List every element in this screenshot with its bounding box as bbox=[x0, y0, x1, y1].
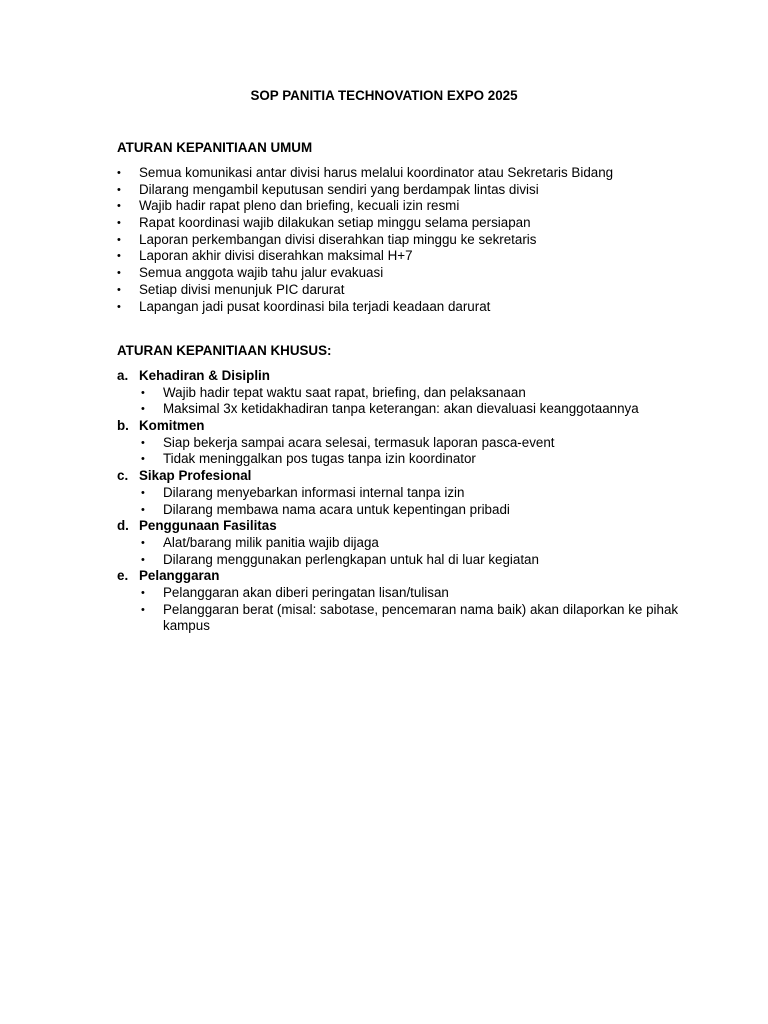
list-item bbox=[117, 165, 677, 182]
bullet-icon: • bbox=[141, 587, 145, 600]
bullet-icon: • bbox=[141, 553, 145, 566]
list-item-text: Wajib hadir tepat waktu saat rapat, briefing, dan pelaksanaan bbox=[163, 384, 526, 400]
subsection-list bbox=[117, 485, 687, 518]
subsection-title: Komitmen bbox=[139, 418, 205, 434]
list-item-text: Lapangan jadi pusat koordinasi bila terjadi keadaan darurat bbox=[139, 298, 491, 314]
section-letter: b. bbox=[117, 418, 129, 434]
aturan-umum-list bbox=[117, 165, 677, 315]
list-item-text: Wajib hadir rapat pleno dan briefing, kecuali izin resmi bbox=[139, 198, 460, 214]
bullet-icon: • bbox=[141, 386, 145, 399]
bullet-icon: • bbox=[117, 250, 121, 263]
bullet-icon: • bbox=[141, 503, 145, 516]
subsection-heading bbox=[117, 418, 687, 435]
list-item-text: Tidak meninggalkan pos tugas tanpa izin koordinator bbox=[163, 451, 476, 467]
list-item bbox=[117, 248, 677, 265]
list-item bbox=[117, 385, 687, 402]
list-item bbox=[117, 435, 687, 452]
subsection-heading bbox=[117, 368, 687, 385]
list-item-text: Siap bekerja sampai acara selesai, termasuk laporan pasca-event bbox=[163, 434, 555, 450]
section-heading-aturan-umum: ATURAN KEPANITIAAN UMUM bbox=[117, 140, 313, 155]
bullet-icon: • bbox=[141, 486, 145, 499]
subsection-list bbox=[117, 585, 687, 635]
subsection-list bbox=[117, 385, 687, 418]
list-item bbox=[117, 282, 677, 299]
bullet-icon: • bbox=[141, 603, 145, 616]
list-item bbox=[117, 602, 687, 635]
subsection-list bbox=[117, 435, 687, 468]
list-item bbox=[117, 182, 677, 199]
list-item-text: Dilarang mengambil keputusan sendiri yang berdampak lintas divisi bbox=[139, 181, 539, 197]
bullet-icon: • bbox=[141, 403, 145, 416]
list-item-text: Setiap divisi menunjuk PIC darurat bbox=[139, 281, 345, 297]
list-item bbox=[117, 215, 677, 232]
list-item-text: Rapat koordinasi wajib dilakukan setiap minggu selama persiapan bbox=[139, 215, 531, 231]
section-letter: a. bbox=[117, 368, 129, 383]
bullet-icon: • bbox=[117, 233, 121, 246]
list-item-text: Semua anggota wajib tahu jalur evakuasi bbox=[139, 265, 384, 281]
subsection-heading bbox=[117, 568, 687, 585]
list-item-text: Maksimal 3x ketidakhadiran tanpa keterangan: akan dievaluasi keanggotaannya bbox=[163, 401, 639, 417]
list-item bbox=[117, 198, 677, 215]
bullet-icon: • bbox=[117, 167, 121, 179]
section-sikap-profesional bbox=[117, 468, 687, 518]
section-kehadiran-disiplin bbox=[117, 368, 687, 418]
list-item bbox=[117, 299, 677, 316]
bullet-icon: • bbox=[117, 300, 121, 313]
bullet-icon: • bbox=[117, 217, 121, 230]
bullet-icon: • bbox=[117, 200, 121, 213]
list-item bbox=[117, 451, 687, 468]
list-item-text: Dilarang menyebarkan informasi internal tanpa izin bbox=[163, 484, 465, 500]
section-pelanggaran bbox=[117, 568, 687, 635]
section-letter: c. bbox=[117, 468, 129, 484]
bullet-icon: • bbox=[141, 436, 145, 449]
list-item-text: Laporan perkembangan divisi diserahkan tiap minggu ke sekretaris bbox=[139, 231, 537, 247]
section-heading-aturan-khusus: ATURAN KEPANITIAAN KHUSUS: bbox=[117, 343, 332, 358]
list-item-text: Semua komunikasi antar divisi harus melalui koordinator atau Sekretaris Bidang bbox=[139, 165, 614, 180]
list-item bbox=[117, 585, 687, 602]
subsection-heading bbox=[117, 518, 687, 535]
bullet-icon: • bbox=[141, 453, 145, 466]
list-item bbox=[117, 502, 687, 519]
list-item-text: Dilarang membawa nama acara untuk kepentingan pribadi bbox=[163, 501, 510, 517]
list-item bbox=[117, 485, 687, 502]
list-item-text: Pelanggaran berat (misal: sabotase, pencemaran nama baik) akan dilaporkan ke pihak kampus bbox=[163, 601, 679, 634]
section-letter: d. bbox=[117, 518, 129, 534]
list-item bbox=[117, 265, 677, 282]
document-title: SOP PANITIA TECHNOVATION EXPO 2025 bbox=[250, 88, 518, 103]
bullet-icon: • bbox=[117, 267, 121, 280]
subsection-title: Penggunaan Fasilitas bbox=[139, 518, 277, 534]
list-item bbox=[117, 552, 687, 569]
bullet-icon: • bbox=[141, 536, 145, 549]
list-item bbox=[117, 232, 677, 249]
section-penggunaan-fasilitas bbox=[117, 518, 687, 568]
subsection-title: Pelanggaran bbox=[139, 568, 220, 584]
list-item bbox=[117, 401, 687, 418]
list-item-text: Alat/barang milik panitia wajib dijaga bbox=[163, 534, 379, 550]
aturan-khusus-list bbox=[117, 368, 687, 635]
bullet-icon: • bbox=[117, 183, 121, 196]
list-item bbox=[117, 535, 687, 552]
section-letter: e. bbox=[117, 568, 129, 584]
section-komitmen bbox=[117, 418, 687, 468]
subsection-title: Sikap Profesional bbox=[139, 468, 252, 484]
subsection-title: Kehadiran & Disiplin bbox=[139, 368, 270, 383]
list-item-text: Dilarang menggunakan perlengkapan untuk hal di luar kegiatan bbox=[163, 551, 539, 567]
subsection-heading bbox=[117, 468, 687, 485]
subsection-list bbox=[117, 535, 687, 568]
bullet-icon: • bbox=[117, 283, 121, 296]
list-item-text: Pelanggaran akan diberi peringatan lisan/tulisan bbox=[163, 585, 449, 601]
list-item-text: Laporan akhir divisi diserahkan maksimal H+7 bbox=[139, 248, 413, 264]
